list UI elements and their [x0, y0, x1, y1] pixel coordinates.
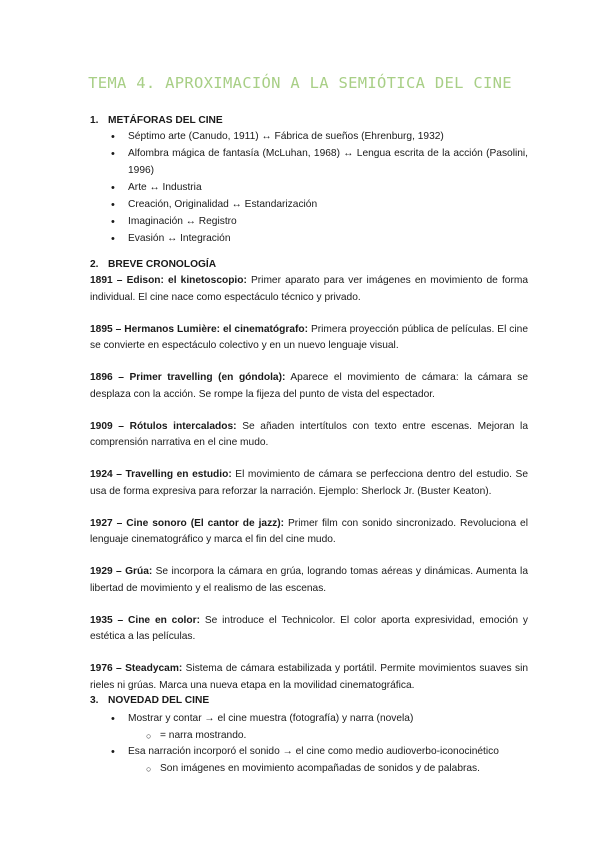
list-item: • Séptimo arte (Canudo, 1911) ↔ Fábrica de sueños (Ehrenburg, 1932)	[90, 129, 528, 146]
entry-label: 1909 – Rótulos intercalados:	[90, 420, 237, 432]
section-3-number: 3.	[90, 695, 99, 706]
chronology-entry	[90, 516, 528, 549]
list-item: • Imaginación ↔ Registro	[90, 214, 528, 231]
entry-label: 1896 – Primer travelling (en góndola):	[90, 372, 286, 383]
page-title: TEMA 4. APROXIMACIÓN A LA SEMIÓTICA DEL CINE	[88, 74, 512, 92]
entry-text: Se incorpora la cámara en grúa, logrando tomas aéreas y dinámicas. Aumenta la libertad de movimiento y el realismo de las escenas.	[90, 566, 528, 594]
entry-text: Primer aparato para ver imágenes en movimiento de forma individual. El cine nace como espectáculo técnico y privado.	[90, 275, 528, 303]
section-1-number: 1.	[90, 115, 99, 126]
entry-text: Se añaden intertítulos con texto entre escenas. Mejoran la comprensión narrativa en el cine mudo.	[90, 420, 528, 448]
chronology-entry	[90, 613, 528, 646]
entry-label: 1891 – Edison: el kinetoscopio:	[90, 275, 247, 286]
entry-label: 1895 – Hermanos Lumière: el cinematógrafo:	[90, 323, 309, 335]
entry-text: El movimiento de cámara se perfecciona dentro del estudio. Se usa de forma expresiva para reforzar la narración. Ejemplo: Sherlock Jr. (Buster Keaton).	[90, 469, 528, 497]
section-2-number: 2.	[90, 259, 99, 270]
entry-text: Aparece el movimiento de cámara: la cámara se desplaza con la acción. Se rompe la fijeza del punto de vista del espectador.	[90, 372, 528, 400]
entry-label: 1929 – Grúa:	[90, 566, 153, 577]
chronology-entry	[90, 564, 528, 597]
list-item: • Alfombra mágica de fantasía (McLuhan, 1968) ↔ Lengua escrita de la acción (Pasolini, 1996)	[90, 146, 528, 179]
section-2-heading	[90, 257, 216, 274]
list-item: • Evasión ↔ Integración	[90, 231, 528, 248]
sub-list-item: ○ = narra mostrando.	[90, 728, 528, 745]
section-1-heading	[90, 113, 223, 130]
entry-text: Se introduce el Technicolor. El color aporta expresividad, emoción y estética a las películas.	[90, 614, 528, 642]
list-item	[90, 744, 528, 761]
chronology-entry	[90, 322, 528, 355]
chronology-entry	[90, 661, 528, 694]
list-item: • Creación, Originalidad ↔ Estandarización	[90, 197, 528, 214]
chronology-list	[90, 273, 528, 710]
chronology-entry	[90, 273, 528, 306]
entry-label: 1927 – Cine sonoro (El cantor de jazz):	[90, 517, 285, 529]
list-item-text: Mostrar y contar → el cine muestra (fotografía) y narra (novela)	[128, 713, 414, 724]
entry-label: 1976 – Steadycam:	[90, 663, 183, 674]
novelty-list	[90, 711, 528, 777]
entry-label: 1924 – Travelling en estudio:	[90, 469, 232, 480]
list-item	[90, 711, 528, 728]
chronology-entry	[90, 419, 528, 452]
chronology-entry	[90, 370, 528, 403]
entry-text: Primera proyección pública de películas. El cine se convierte en espectáculo colectivo y en un nuevo lenguaje visual.	[90, 323, 528, 351]
list-item: • Arte ↔ Industria	[90, 180, 528, 197]
entry-text: Sistema de cámara estabilizada y portátil. Permite movimientos suaves sin rieles ni grúas. Marca una nueva etapa en la movilidad cinematográfica.	[90, 663, 529, 691]
section-3-title: NOVEDAD DEL CINE	[108, 695, 210, 706]
entry-label: 1935 – Cine en color:	[90, 614, 200, 626]
list-item-text: Esa narración incorporó el sonido → el cine como medio audioverbo-iconocinético	[128, 746, 499, 757]
sub-list-item: ○ Son imágenes en movimiento acompañadas de sonidos y de palabras.	[90, 761, 528, 778]
metaphors-list	[90, 129, 528, 248]
section-1-title: METÁFORAS DEL CINE	[108, 115, 223, 126]
section-2-title: BREVE CRONOLOGÍA	[108, 259, 217, 270]
entry-text: Primer film con sonido sincronizado. Revoluciona el lenguaje cinematográfico y marca el fin del cine mudo.	[90, 517, 528, 545]
section-3-heading	[90, 693, 209, 710]
chronology-entry	[90, 467, 528, 500]
